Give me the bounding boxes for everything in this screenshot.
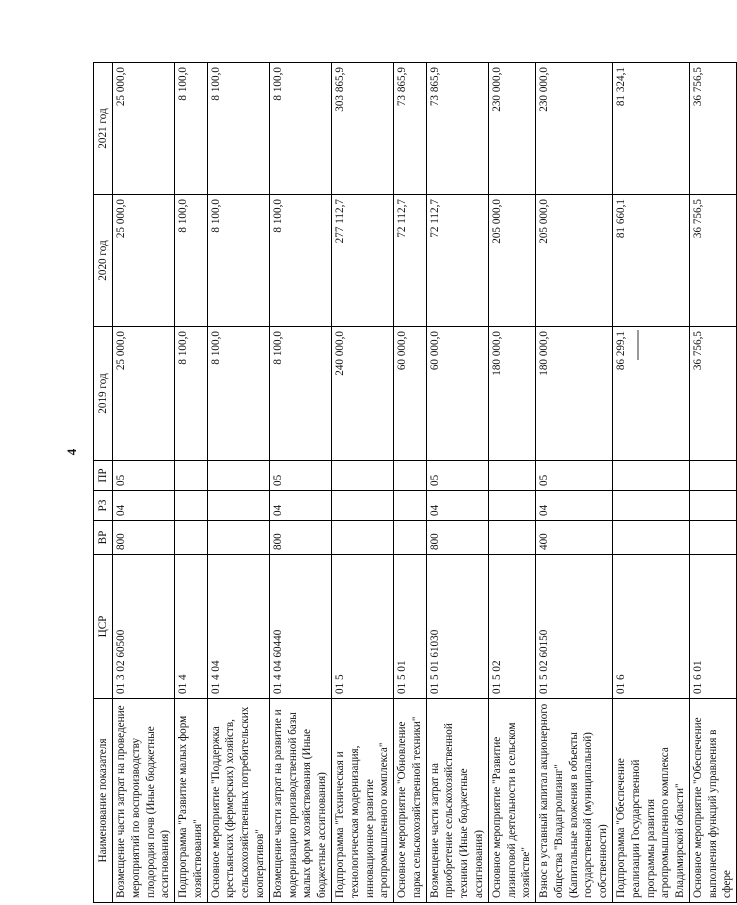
table-row — [331, 63, 393, 903]
cell-vr: 800 — [426, 521, 488, 555]
header-2020: 2020 год — [94, 195, 113, 327]
cell-name: Основное мероприятие "Развитие лизинговой деятельности в сельском хозяйстве" — [488, 699, 535, 903]
table-row — [207, 63, 269, 903]
cell-name: Подпрограмма "Обеспечение реализации Государственной программы развития агропромышленного комплекса Владимирской области" — [613, 699, 690, 903]
cell-csr: 01 4 — [175, 555, 208, 699]
cell-2021: 230 000,0 — [488, 63, 535, 195]
cell-rz — [207, 491, 269, 521]
cell-rz: 04 — [536, 491, 613, 521]
cell-2019: 240 000,0 — [331, 327, 393, 461]
table-row — [113, 63, 175, 903]
cell-name: Взнос в уставный капитал акционерного общества "Владагролизинг" (Капитальные вложения в объекты государственной (муниципальной) собственности) — [536, 699, 613, 903]
table-row — [488, 63, 535, 903]
header-2019: 2019 год — [94, 327, 113, 461]
cell-2020: 8 100,0 — [175, 195, 208, 327]
cell-rz — [488, 491, 535, 521]
cell-2020: 25 000,0 — [113, 195, 175, 327]
cell-pr: 05 — [536, 461, 613, 491]
table-row — [426, 63, 488, 903]
cell-vr — [207, 521, 269, 555]
cell-pr — [613, 461, 690, 491]
cell-csr: 01 3 02 60500 — [113, 555, 175, 699]
cell-csr: 01 6 — [613, 555, 690, 699]
cell-2019: 60 000,0 — [394, 327, 427, 461]
table-row — [536, 63, 613, 903]
cell-2019: 8 100,0 — [269, 327, 331, 461]
cell-2019: 180 000,0 — [488, 327, 535, 461]
cell-vr: 800 — [113, 521, 175, 555]
table-header-row — [94, 63, 113, 903]
cell-2020: 205 000,0 — [488, 195, 535, 327]
cell-pr — [488, 461, 535, 491]
header-name: Наименование показателя — [94, 699, 113, 903]
cell-2021: 8 100,0 — [269, 63, 331, 195]
cell-vr — [394, 521, 427, 555]
cell-pr — [394, 461, 427, 491]
cell-2021: 36 756,5 — [689, 63, 736, 195]
table-row — [689, 63, 736, 903]
cell-rz — [613, 491, 690, 521]
header-vr: ВР — [94, 521, 113, 555]
cell-rz: 04 — [426, 491, 488, 521]
cell-2019: 180 000,0 — [536, 327, 613, 461]
cell-rz — [689, 491, 736, 521]
cell-pr — [175, 461, 208, 491]
cell-csr: 01 4 04 — [207, 555, 269, 699]
cell-rz — [175, 491, 208, 521]
table-row — [175, 63, 208, 903]
cell-vr — [689, 521, 736, 555]
cell-2020: 72 112,7 — [394, 195, 427, 327]
cell-2019: 36 756,5 — [689, 327, 736, 461]
cell-2019: 8 100,0 — [175, 327, 208, 461]
cell-name: Подпрограмма "Развитие малых форм хозяйствования" — [175, 699, 208, 903]
header-csr: ЦСР — [94, 555, 113, 699]
cell-pr: 05 — [113, 461, 175, 491]
table-row — [613, 63, 690, 903]
cell-csr: 01 6 01 — [689, 555, 736, 699]
cell-name: Возмещение части затрат на проведение мероприятий по воспроизводству плодородия почв (Иные бюджетные ассигнования) — [113, 699, 175, 903]
cell-vr — [175, 521, 208, 555]
cell-pr — [331, 461, 393, 491]
cell-name: Возмещение части затрат на развитие и модернизацию производственной базы малых форм хозяйствования (Иные бюджетные ассигнования) — [269, 699, 331, 903]
page-number: 4 — [64, 448, 79, 456]
cell-2021: 230 000,0 — [536, 63, 613, 195]
table-row — [269, 63, 331, 903]
cell-2020: 8 100,0 — [207, 195, 269, 327]
cell-2020: 36 756,5 — [689, 195, 736, 327]
cell-pr: 05 — [426, 461, 488, 491]
cell-csr: 01 5 02 — [488, 555, 535, 699]
cell-pr — [207, 461, 269, 491]
cell-2019: 25 000,0 — [113, 327, 175, 461]
cell-2020: 8 100,0 — [269, 195, 331, 327]
cell-2020: 277 112,7 — [331, 195, 393, 327]
cell-2019: 60 000,0 — [426, 327, 488, 461]
cell-rz: 04 — [113, 491, 175, 521]
cell-2019: 8 100,0 — [207, 327, 269, 461]
budget-table — [93, 62, 737, 903]
cell-vr: 800 — [269, 521, 331, 555]
cell-name: Основное мероприятие "Обновление парка сельскохозяйственной техники" — [394, 699, 427, 903]
header-rz: РЗ — [94, 491, 113, 521]
cell-vr — [331, 521, 393, 555]
cell-2020: 205 000,0 — [536, 195, 613, 327]
cell-2021: 8 100,0 — [207, 63, 269, 195]
cell-2019: 86 299,1 — [613, 327, 690, 461]
cell-2021: 73 865,9 — [426, 63, 488, 195]
cell-csr: 01 4 04 60440 — [269, 555, 331, 699]
header-pr: ПР — [94, 461, 113, 491]
cell-csr: 01 5 01 — [394, 555, 427, 699]
cell-2020: 72 112,7 — [426, 195, 488, 327]
table-row — [394, 63, 427, 903]
cell-csr: 01 5 02 60150 — [536, 555, 613, 699]
cell-vr — [613, 521, 690, 555]
cell-csr: 01 5 — [331, 555, 393, 699]
cell-rz — [394, 491, 427, 521]
header-2021: 2021 год — [94, 63, 113, 195]
cell-name: Основное мероприятие "Обеспечение выполнения функций управления в сфере — [689, 699, 736, 903]
cell-rz — [331, 491, 393, 521]
rotated-table-container — [93, 63, 734, 903]
cell-2021: 81 324,1 — [613, 63, 690, 195]
cell-2021: 303 865,9 — [331, 63, 393, 195]
cell-vr: 400 — [536, 521, 613, 555]
cell-name: Подпрограмма "Техническая и технологическая модернизация, инновационное развитие агропромышленного комплекса" — [331, 699, 393, 903]
cell-name: Основное мероприятие "Поддержка крестьянских (фермерских) хозяйств, сельскохозяйственных потребительских кооперативов" — [207, 699, 269, 903]
cell-csr: 01 5 01 61030 — [426, 555, 488, 699]
cell-2021: 73 865,9 — [394, 63, 427, 195]
cell-pr: 05 — [269, 461, 331, 491]
cell-2021: 25 000,0 — [113, 63, 175, 195]
cell-vr — [488, 521, 535, 555]
cell-2020: 81 660,1 — [613, 195, 690, 327]
cell-rz: 04 — [269, 491, 331, 521]
cell-name: Возмещение части затрат на приобретение сельскохозяйственной техники (Иные бюджетные ассигнования) — [426, 699, 488, 903]
cell-2021: 8 100,0 — [175, 63, 208, 195]
cell-pr — [689, 461, 736, 491]
